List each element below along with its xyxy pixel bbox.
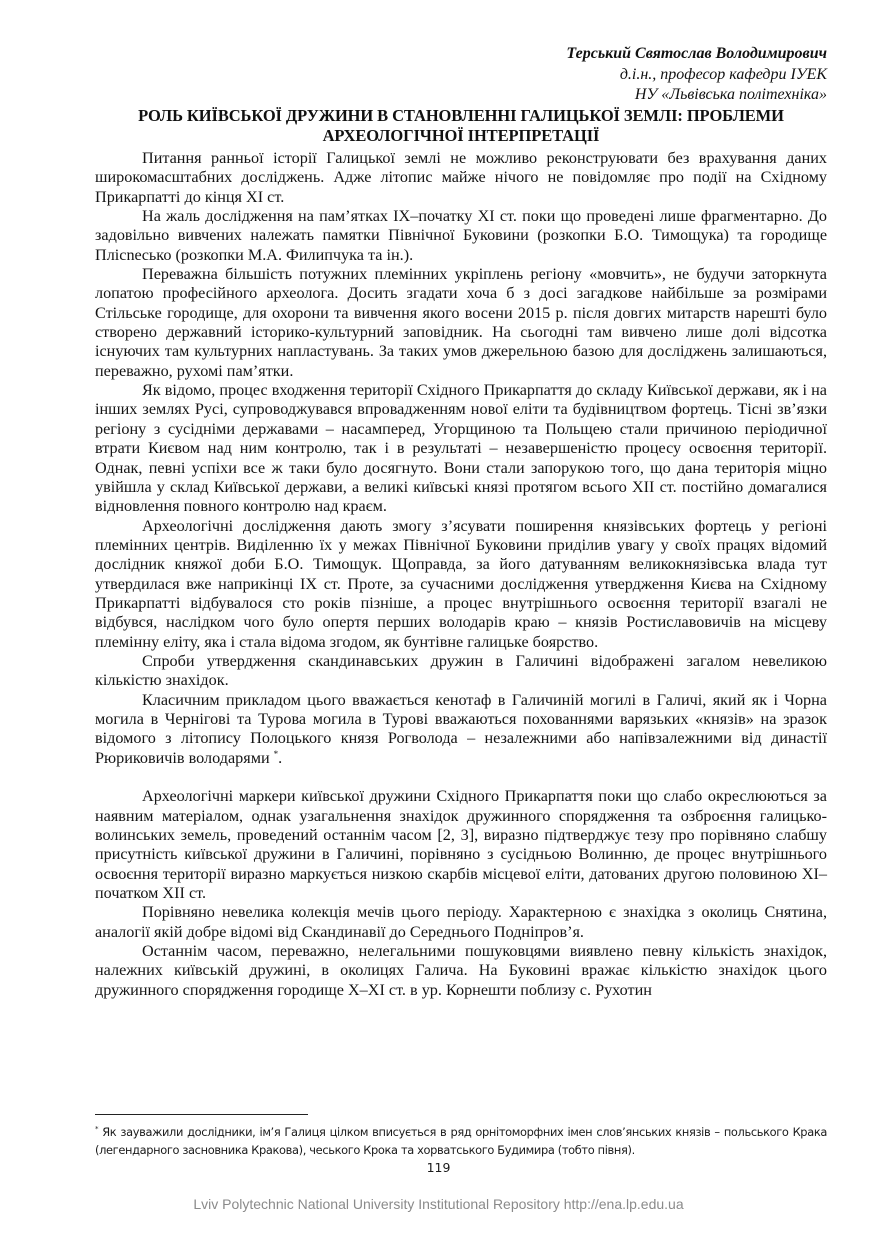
repository-footer: Lviv Polytechnic National University Institutional Repository http://ena.lp.edu.ua <box>193 1196 684 1212</box>
paragraph: Археологічні маркери київської дружини Східного Прикарпаття поки що слабо окреслюються за наявним матеріалом, однак узагальнення знахідок дружинного спорядження та озброєння галицько-волинських земель, проведений останнім часом [2, 3], виразно підтверджує тезу про порівняно слабшу присутність київської дружини в Галичині, порівняно з сусідньою Волинню, де процес внутрішнього освоєння території виразно маркується низкою скарбів місцевої еліти, датованих другою половиною ХІ–початком ХІІ ст. <box>95 787 827 903</box>
page-number: 119 <box>426 1160 451 1175</box>
author-block <box>566 44 827 106</box>
footnote-reference[interactable]: * <box>273 748 279 759</box>
paragraph: Питання ранньої історії Галицької землі не можливо реконструювати без врахування даних широкомасштабних досліджень. Адже літопис майже нічого не повідомляє про події на Східному Прикарпатті до кінця ХІ ст. <box>95 149 827 206</box>
paragraph: Переважна більшість потужних племінних укріплень регіону «мовчить», не будучи заторкнута лопатою професійного археолога. Досить згадати хоча б з досі загадкове найбільше за розмірами Стільське городище, для охорони та вивчення якого восени 2015 р. після довгих митарств нарешті було створено державний історико-культурний заповідник. На сьогодні там вивчено лише долі відсотка існуючих там культурних напластувань. За таких умов джерельною базою для досліджень залишаються, переважно, рухомі пам’ятки. <box>95 265 827 380</box>
paragraph-with-footnote: Класичним прикладом цього вважається кенотаф в Галичиній могилі в Галичі, який як і Чорна могила в Чернігові та Турова могила в Турові вважаються похованнями варязьких «князів» на зразок відомого з літопису Полоцького князя Рогволода – незалежними або напівзалежними від династії Рюриковичів володарями *. <box>95 690 827 767</box>
author-name: Терський Святослав Володимирович <box>566 45 827 62</box>
paragraph: Як відомо, процес входження території Східного Прикарпаття до складу Київської держави, як і на інших землях Русі, супроводжувався впровадженням нової еліти та будівництвом фортець. Тісні зв’язки регіону з сусідніми державами – насамперед, Угорщиною та Польщею стали причиною періодичної втрати Києвом над ним контролю, так і в результаті – незавершеністю процесу освоєння території. Однак, певні успіхи все ж таки було досягнуто. Вони стали запорукою того, що дана територія міцно увійшла у склад Київської держави, а великі київські князі протягом всього ХІІ ст. постійно домагалися відновлення повного контролю над краєм. <box>95 381 827 516</box>
footnote-text: Як зауважили дослідники, ім’я Галиця цілком вписується в ряд орнітоморфних імен слов’янських князів – польського Крака (легендарного засновника Кракова), чеського Крока та хорватського Будимира (тобто півня). <box>95 1125 827 1157</box>
paragraph: На жаль дослідження на пам’ятках ІХ–початку ХІ ст. поки що проведені лише фрагментарно. До задовільно вивчених належать памятки Північної Буковини (розкопки Б.О. Тимощука) та городище Плісneсько (розкопки М.А. Филипчука та ін.). <box>95 207 827 264</box>
footnote-separator <box>95 1114 308 1115</box>
author-affiliation: НУ «Львівська політехніка» <box>634 86 827 103</box>
paragraph-text: Класичним прикладом цього вважається кенотаф в Галичиній могилі в Галичі, який як і Чорна могила в Чернігові та Турова могила в Турові вважаються похованнями варязьких «князів» на зразок відомого з літопису Полоцького князя Рогволода – незалежними або напівзалежними від династії Рюриковичів володарями <box>95 690 827 767</box>
paragraph: Останнім часом, переважно, нелегальними пошуковцями виявлено певну кількість знахідок, належних київській дружині, в околицях Галича. На Буковині вражає кількістю знахідок цього дружинного спорядження городище Х–ХІ ст. в ур. Корнешти поблизу с. Рухотин <box>95 942 827 999</box>
paragraph: Спроби утвердження скандинавських дружин в Галичині відображені загалом невеликою кількістю знахідок. <box>95 651 827 690</box>
author-position: д.і.н., професор кафедри ІУЕК <box>619 65 827 83</box>
article-title: РОЛЬ КИЇВСЬКОЇ ДРУЖИНИ В СТАНОВЛЕННІ ГАЛИЦЬКОЇ ЗЕМЛІ: ПРОБЛЕМИ АРХЕОЛОГІЧНОЇ ІНТЕРПРЕТАЦІЇ <box>138 106 784 145</box>
paragraph: Археологічні дослідження дають змогу з’ясувати поширення князівських фортець у регіоні племінних центрів. Виділенню їх у межах Північної Буковини приділив увагу у своїх працях відомий дослідник княжої доби Б.О. Тимощук. Щоправда, за його датуванням великокнязівська влада тут утвердилася вже наприкінці ІХ ст. Проте, за сучасними дослідження утвердження Києва на Східному Прикарпатті відбувалося сто років пізніше, а процес внутрішнього освоєння території взагалі не відбувся, наслідком чого було опертя перших володарів краю – князів Ростиславовичів на місцеву племінну еліту, яка і стала відома згодом, як бунтівне галицьке боярство. <box>95 516 827 651</box>
article-body <box>95 149 827 1000</box>
footnote-marker: * <box>95 1125 99 1133</box>
footnote <box>95 1124 827 1159</box>
paragraph: Порівняно невелика колекція мечів цього періоду. Характерною є знахідка з околиць Снятина, аналогії якій добре відомі від Скандинавії до Середнього Подніпров’я. <box>95 903 827 941</box>
